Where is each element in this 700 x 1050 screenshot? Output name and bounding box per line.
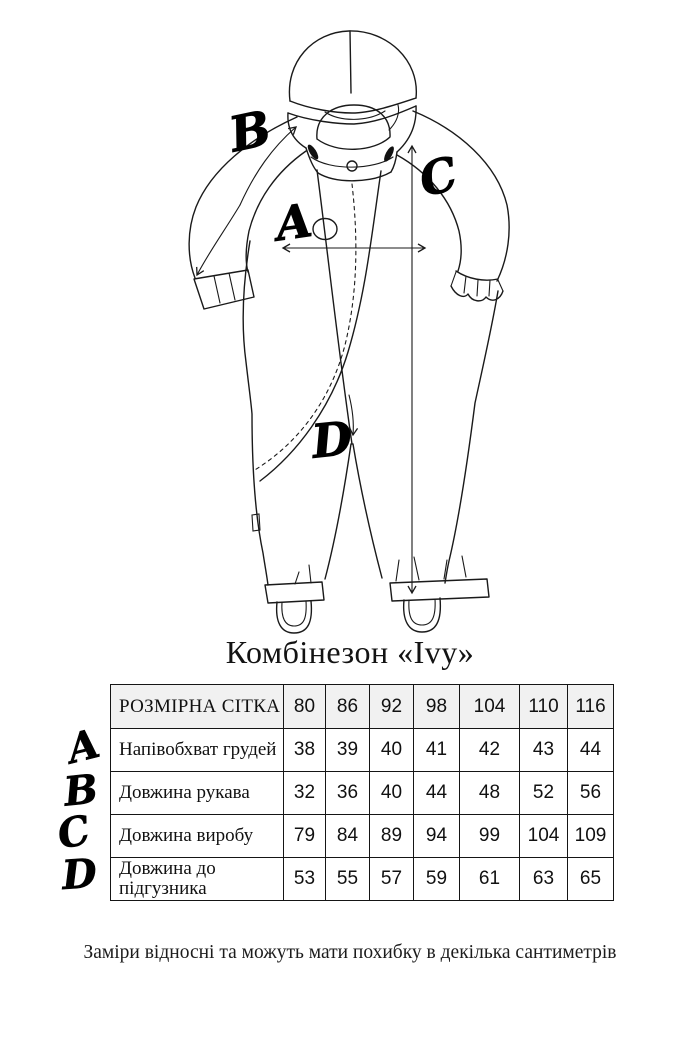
cell: 57 <box>370 858 414 901</box>
hood <box>288 31 416 152</box>
cell: 44 <box>414 772 460 815</box>
size-col-header: 98 <box>414 685 460 729</box>
table-header-row <box>111 685 614 729</box>
cell: 38 <box>284 729 326 772</box>
cell: 40 <box>370 729 414 772</box>
cell: 39 <box>326 729 370 772</box>
page-title: Комбінезон «Ivy» <box>225 634 475 670</box>
cell: 94 <box>414 815 460 858</box>
size-col-header: 116 <box>568 685 614 729</box>
size-col-header: 104 <box>460 685 520 729</box>
cell: 52 <box>520 772 568 815</box>
measure-label-b: B <box>224 100 276 164</box>
measure-label-d: D <box>309 410 355 469</box>
size-table <box>110 684 614 901</box>
cell: 65 <box>568 858 614 901</box>
cell: 99 <box>460 815 520 858</box>
row-letter-c: C <box>53 806 95 859</box>
cell: 55 <box>326 858 370 901</box>
cell: 42 <box>460 729 520 772</box>
row-label: Напівобхват грудей <box>111 729 284 772</box>
cell: 56 <box>568 772 614 815</box>
cell: 53 <box>284 858 326 901</box>
table-row <box>111 858 614 901</box>
cell: 59 <box>414 858 460 901</box>
body-and-legs <box>243 241 498 633</box>
row-label: Довжина до підгузника <box>111 858 284 901</box>
row-label: Довжина рукава <box>111 772 284 815</box>
cell: 36 <box>326 772 370 815</box>
size-col-header: 110 <box>520 685 568 729</box>
table-row <box>111 815 614 858</box>
measure-label-a: A <box>272 192 316 252</box>
cell: 40 <box>370 772 414 815</box>
row-letter-d: D <box>60 849 99 900</box>
table-row <box>111 729 614 772</box>
row-letter-a: A <box>62 719 105 774</box>
snap-button <box>347 161 357 171</box>
size-col-header: 80 <box>284 685 326 729</box>
size-col-header: 86 <box>326 685 370 729</box>
table-header-label: РОЗМІРНА СІТКА <box>111 685 284 729</box>
disclaimer-note: Заміри відносні та можуть мати похибку в декілька сантиметрів <box>83 942 617 963</box>
face-opening <box>317 105 399 149</box>
cell: 61 <box>460 858 520 901</box>
row-letter-b: B <box>61 765 101 816</box>
cell: 41 <box>414 729 460 772</box>
cell: 79 <box>284 815 326 858</box>
cell: 63 <box>520 858 568 901</box>
cell: 44 <box>568 729 614 772</box>
measure-label-c: C <box>413 146 463 208</box>
cell: 104 <box>520 815 568 858</box>
size-col-header: 92 <box>370 685 414 729</box>
drawstring-toggle-right <box>382 145 396 163</box>
cell: 43 <box>520 729 568 772</box>
cell: 109 <box>568 815 614 858</box>
cell: 48 <box>460 772 520 815</box>
cell: 32 <box>284 772 326 815</box>
right-sleeve <box>397 111 509 301</box>
cell: 89 <box>370 815 414 858</box>
cell: 84 <box>326 815 370 858</box>
row-label: Довжина виробу <box>111 815 284 858</box>
table-row <box>111 772 614 815</box>
